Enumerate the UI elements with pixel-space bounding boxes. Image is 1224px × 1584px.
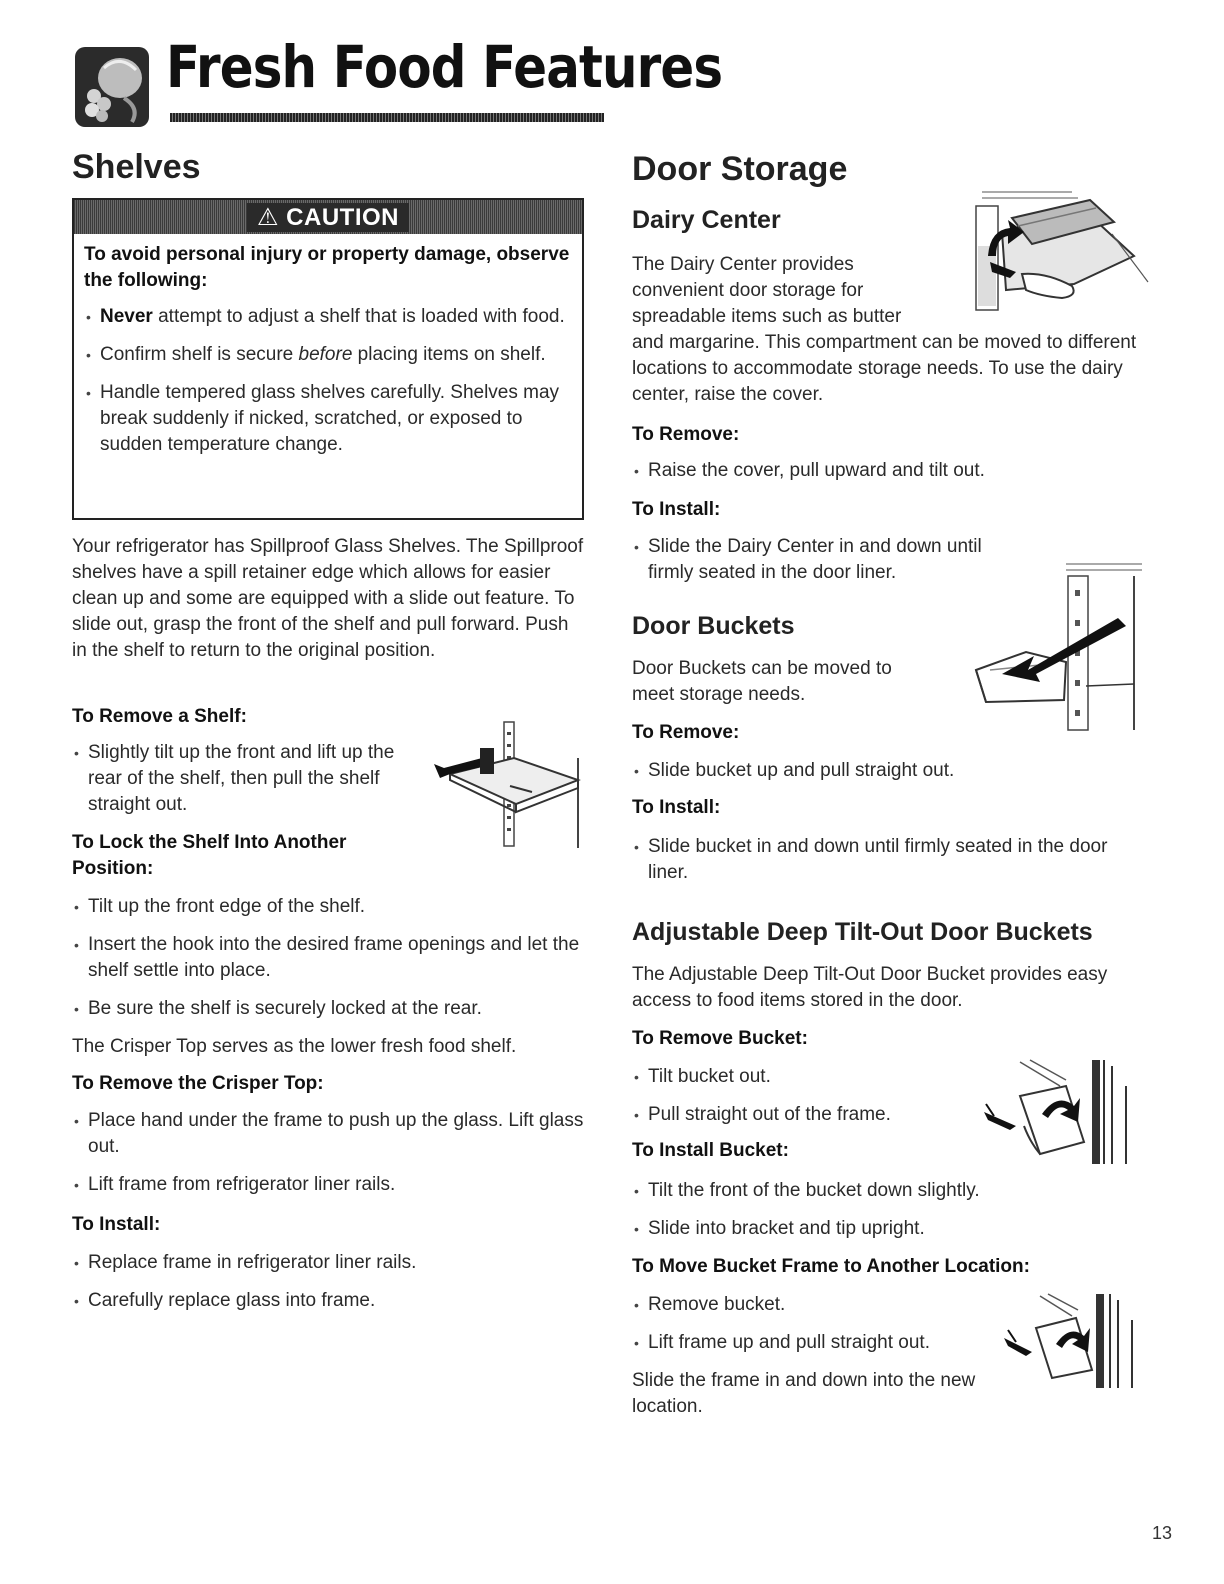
dairy-center-heading: Dairy Center [632,206,781,234]
produce-icon [74,46,150,128]
warning-triangle-icon: ⚠ [256,203,279,231]
list-item: • Lift frame up and pull straight out. [632,1330,992,1356]
list-item: • Be sure the shelf is securely locked at the rear. [72,996,584,1022]
caution-item: • Confirm shelf is secure before placing items on shelf. [84,342,574,368]
tilt-install-list [632,1178,1152,1242]
caution-intro: To avoid personal injury or property damage, observe the following: [84,244,570,291]
remove-shelf-heading: To Remove a Shelf: [72,706,247,727]
list-item: • Remove bucket. [632,1292,992,1318]
title-underline [170,113,604,122]
tilt-install-heading: To Install Bucket: [632,1140,789,1161]
caution-list [84,304,574,470]
tilt-remove-list [632,1064,972,1128]
list-item: • Pull straight out of the frame. [632,1102,972,1128]
caution-label: CAUTION [286,203,399,231]
dairy-remove-heading: To Remove: [632,424,740,445]
page-title: Fresh Food Features [166,33,723,101]
dairy-install-heading: To Install: [632,499,721,520]
move-frame-heading: To Move Bucket Frame to Another Location: [632,1256,1030,1277]
page-number: 13 [1152,1523,1173,1543]
caution-box [72,198,584,520]
list-item: • Carefully replace glass into frame. [72,1288,584,1314]
list-item: • Slide into bracket and tip upright. [632,1216,1152,1242]
caution-item: • Handle tempered glass shelves carefully. Shelves may break suddenly if nicked, scratched, or exposed to sudden temperature change. [84,380,574,458]
list-item: • Slightly tilt up the front and lift up the rear of the shelf, then pull the shelf straight out. [72,740,412,818]
list-item: • Place hand under the frame to push up the glass. Lift glass out. [72,1108,584,1160]
shelf-removal-illustration [420,718,586,850]
list-item: • Slide bucket in and down until firmly seated in the door liner. [632,834,1152,886]
move-frame-text: Slide the frame in and down into the new location. [632,1370,976,1417]
crisper-text: The Crisper Top serves as the lower fresh food shelf. [72,1036,517,1057]
buckets-remove-heading: To Remove: [632,722,740,743]
list-item: • Slide bucket up and pull straight out. [632,758,1152,784]
list-item: • Raise the cover, pull upward and tilt out. [632,458,1152,484]
tilt-out-heading: Adjustable Deep Tilt-Out Door Buckets [632,918,1093,946]
dairy-center-illustration [962,186,1152,318]
remove-shelf-list [72,740,412,818]
door-storage-heading: Door Storage [632,150,848,188]
move-frame-list [632,1292,992,1356]
list-item: • Tilt bucket out. [632,1064,972,1090]
remove-crisper-heading: To Remove the Crisper Top: [72,1073,324,1094]
buckets-remove-list [632,758,1152,784]
remove-crisper-list [72,1108,584,1198]
move-frame-illustration [1000,1290,1140,1390]
list-item: • Tilt up the front edge of the shelf. [72,894,584,920]
dairy-text-a: The Dairy Center provides convenient door storage for spreadable items such as butter [632,254,902,327]
list-item: • Insert the hook into the desired frame openings and let the shelf settle into place. [72,932,584,984]
list-item: • Tilt the front of the bucket down slightly. [632,1178,1152,1204]
shelves-heading: Shelves [72,148,201,186]
buckets-install-list [632,834,1152,886]
caution-item: • Never attempt to adjust a shelf that is loaded with food. [84,304,574,330]
tilt-bucket-remove-illustration [980,1056,1132,1168]
tilt-remove-heading: To Remove Bucket: [632,1028,808,1049]
install-list [72,1250,584,1314]
install-heading: To Install: [72,1214,161,1235]
list-item: • Replace frame in refrigerator liner rails. [72,1250,584,1276]
door-buckets-heading: Door Buckets [632,612,795,640]
dairy-remove-list [632,458,1152,484]
shelves-intro: Your refrigerator has Spillproof Glass Shelves. The Spillproof shelves have a spill retainer edge which allows for easier clean up and some are equipped with a slide out feature. To slide out, grasp the front of the shelf and pull forward. Push in the shelf to return to the original position. [72,536,584,661]
list-item: • Lift frame from refrigerator liner rails. [72,1172,584,1198]
list-item: • Slide the Dairy Center in and down until firmly seated in the door liner. [632,534,1032,586]
lock-shelf-list [72,894,584,1022]
buckets-text: Door Buckets can be moved to meet storage needs. [632,658,892,705]
lock-shelf-heading: To Lock the Shelf Into Another Position: [72,832,347,879]
door-bucket-illustration [966,560,1144,736]
caution-banner [74,200,582,234]
dairy-text-b: and margarine. This compartment can be moved to different locations to accommodate storage needs. To use the dairy center, raise the cover. [632,332,1137,405]
buckets-install-heading: To Install: [632,797,721,818]
tilt-out-text: The Adjustable Deep Tilt-Out Door Bucket provides easy access to food items stored in the door. [632,964,1108,1011]
